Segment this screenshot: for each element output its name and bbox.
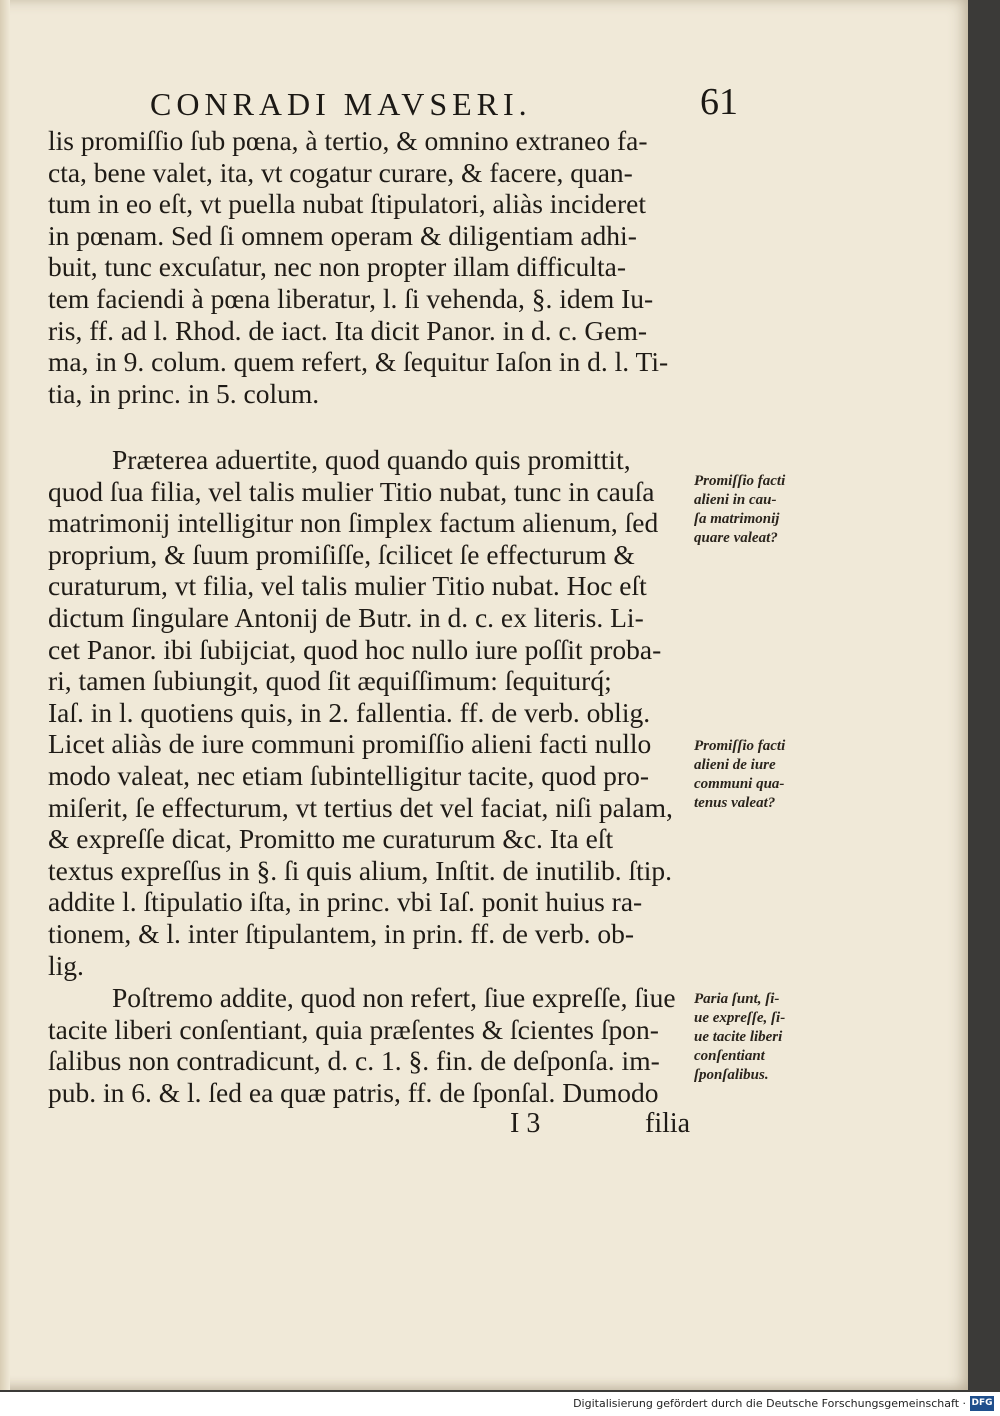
text-line: tum in eo eſt, vt puella nubat ſtipulatori, aliàs incideret [48,188,646,220]
text-line: Poſtremo addite, quod non refert, ſiue expreſſe, ſiue [112,982,676,1013]
note-line: ue tacite liberi [694,1029,783,1045]
note-line: quare valeat? [694,530,778,546]
note-line: ſponſalibus. [694,1067,769,1083]
paragraph-3 [48,982,690,1108]
text-line: tia, in princ. in 5. colum. [48,377,320,409]
text-line: proprium, & ſuum promiſiſſe, ſcilicet ſe effecturum & [48,538,635,570]
text-line: textus expreſſus in §. ſi quis alium, Inſtit. de inutilib. ſtip. [48,854,673,886]
note-line: ſa matrimonij [694,511,780,527]
note-line: alieni de iure [694,757,776,773]
paragraph-2 [48,444,690,981]
note-line: Promiſſio facti [694,473,786,489]
text-line: dictum ſingulare Antonij de Butr. in d. c. ex literis. Li- [48,601,644,633]
signature-mark: I 3 [510,1108,541,1139]
text-line: tionem, & l. inter ſtipulantem, in prin. ff. de verb. ob- [48,917,635,949]
text-line: ri, tamen ſubiungit, quod ſit æquiſſimum: ſequiturq́; [48,665,612,697]
paragraph-1 [48,125,690,409]
text-line: matrimonij intelligitur non ſimplex factum alienum, ſed [48,507,659,539]
text-line: curaturum, vt filia, vel talis mulier Titio nubat. Hoc eſt [48,570,647,602]
text-line: pub. in 6. & l. ſed ea quæ patris, ff. de ſponſal. Dumodo [48,1076,659,1108]
funding-credit: Digitalisierung gefördert durch die Deutsche Forschungsgemeinschaft · [573,1397,966,1410]
running-head: CONRADI MAVSERI. [150,86,532,122]
marginal-note-2 [694,737,822,813]
note-line: communi qua- [694,776,785,792]
text-line: modo valeat, nec etiam ſubintelligitur tacite, quod pro- [48,759,649,791]
text-line: quod ſua filia, vel talis mulier Titio nubat, tunc in cauſa [48,475,655,507]
text-line: addite l. ſtipulatio iſta, in princ. vbi Iaſ. ponit huius ra- [48,886,643,918]
catchword: filia [645,1108,691,1139]
note-line: alieni in cau- [694,492,777,508]
text-line: tem faciendi à pœna liberatur, l. ſi vehenda, §. idem Iu- [48,282,654,314]
digitization-footer [0,1392,1000,1416]
note-line: conſentiant [694,1048,765,1064]
text-line: lis promiſſio ſub pœna, à tertio, & omnino extraneo fa- [48,125,648,156]
page-number: 61 [700,81,738,123]
text-line: in pœnam. Sed ſi omnem operam & diligentiam adhi- [48,219,637,251]
text-line: ris, ff. ad l. Rhod. de iact. Ita dicit Panor. in d. c. Gem- [48,314,648,346]
page-gutter [0,0,10,1390]
text-line: ma, in 9. colum. quem refert, & ſequitur Iaſon in d. l. Ti- [48,346,669,378]
text-line: Iaſ. in l. quotiens quis, in 2. fallentia. ff. de verb. oblig. [48,696,651,728]
text-line: cta, bene valet, ita, vt cogatur curare, & facere, quan- [48,156,633,188]
text-line: ſalibus non contradicunt, d. c. 1. §. fin. de deſponſa. im- [48,1045,660,1077]
note-line: ue expreſſe, ſi- [694,1010,786,1026]
note-line: Promiſſio facti [694,738,786,754]
marginal-note-1 [694,472,822,548]
text-line: & expreſſe dicat, Promitto me curaturum &c. Ita eſt [48,823,614,855]
text-line: cet Panor. ibi ſubijciat, quod hoc nullo iure poſſit proba- [48,633,662,665]
dfg-logo-icon: DFG [970,1396,994,1411]
text-line: miſerit, ſe effecturum, vt tertius det vel faciat, niſi palam, [48,791,673,823]
text-line: Præterea aduertite, quod quando quis promittit, [112,444,631,475]
text-line: lig. [48,949,84,981]
text-line: buit, tunc excuſatur, nec non propter illam difficulta- [48,251,626,283]
note-line: tenus valeat? [694,795,776,811]
note-line: Paria ſunt, ſi- [694,991,780,1007]
marginal-note-3 [694,990,822,1085]
text-line: tacite liberi conſentiant, quia præſentes & ſcientes ſpon- [48,1013,659,1045]
text-line: Licet aliàs de iure communi promiſſio alieni facti nullo [48,728,652,760]
